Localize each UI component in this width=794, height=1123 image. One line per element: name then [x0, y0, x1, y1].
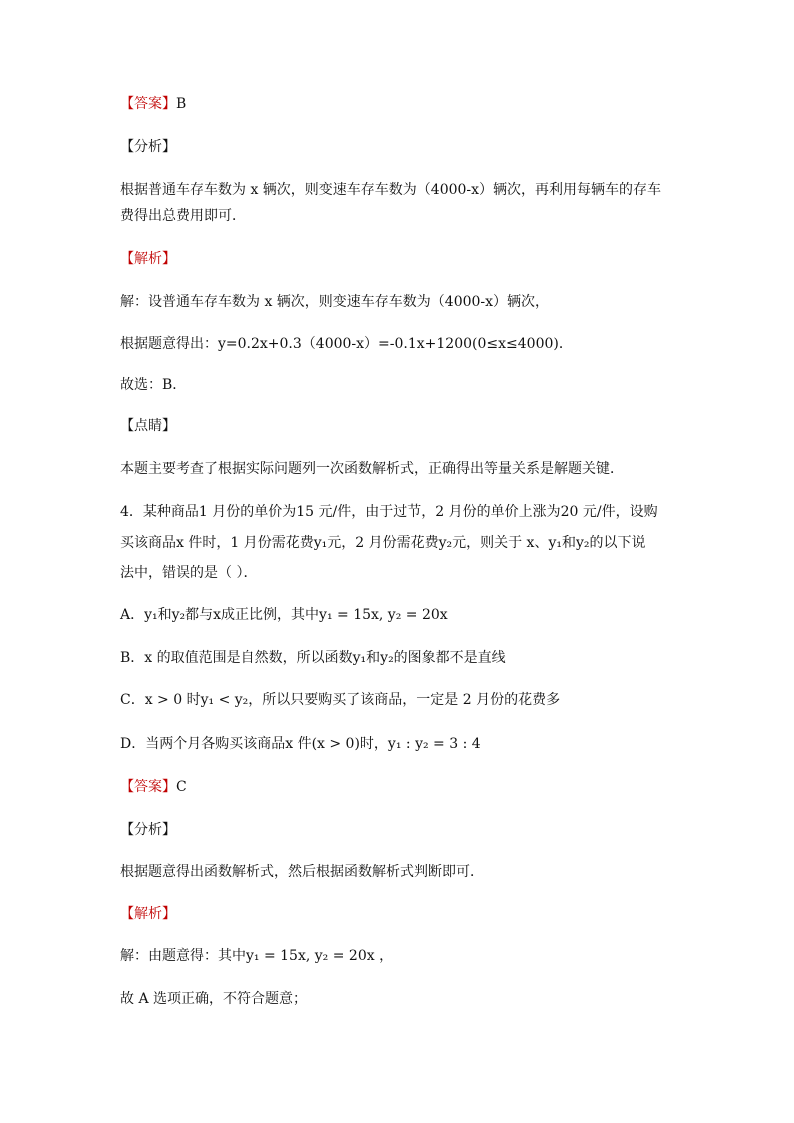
answer-value: C: [176, 779, 187, 795]
answer-value: B: [176, 96, 187, 112]
q4-solution-line-1: 解：由题意得：其中y₁ = 15x, y₂ = 20x ，: [120, 948, 394, 964]
q3-answer-row: [120, 94, 680, 114]
answer-tag: 【答案】: [120, 96, 176, 112]
q3-solution-tag: 【解析】: [120, 251, 176, 267]
q3-solution-line-3: 故选：B．: [120, 377, 187, 393]
q4-stem-line-3: 法中，错误的是（ ）．: [120, 565, 258, 581]
q3-solution-line-2: 根据题意得出：y=0.2x+0.3（4000-x）=-0.1x+1200(0≤x≤4000)．: [120, 336, 573, 352]
q4-option-a: A．y₁和y₂都与x成正比例，其中y₁ = 15x, y₂ = 20x: [120, 607, 448, 623]
q4-option-b: B．x 的取值范围是自然数，所以函数y₁和y₂的图象都不是直线: [120, 650, 506, 666]
q4-option-d: D．当两个月各购买该商品x 件(x > 0)时，y₁ : y₂ = 3 : 4: [120, 736, 481, 752]
q3-analysis-tag: 【分析】: [120, 139, 176, 155]
q4-answer-row: [120, 777, 680, 797]
q3-comment-tag: 【点睛】: [120, 418, 176, 434]
q3-comment-line-1: 本题主要考查了根据实际问题列一次函数解析式，正确得出等量关系是解题关键．: [120, 461, 624, 477]
answer-tag: 【答案】: [120, 779, 176, 795]
q3-analysis-line-2: 费得出总费用即可．: [120, 208, 246, 224]
q4-option-c: C．x > 0 时y₁ < y₂，所以只要购买了该商品，一定是 2 月份的花费多: [120, 692, 561, 708]
q4-solution-line-2: 故 A 选项正确，不符合题意；: [120, 991, 308, 1007]
q4-stem-line-1: 4．某种商品1 月份的单价为15 元/件，由于过节，2 月份的单价上涨为20 元/件，设购: [120, 504, 658, 520]
q4-analysis-line-1: 根据题意得出函数解析式，然后根据函数解析式判断即可．: [120, 864, 484, 880]
q3-solution-line-1: 解：设普通车存车数为 x 辆次，则变速车存车数为（4000-x）辆次，: [120, 294, 550, 310]
q4-stem-line-2: 买该商品x 件时，1 月份需花费y₁元，2 月份需花费y₂元，则关于 x、y₁和y₂的以下说: [120, 535, 646, 551]
q3-analysis-line-1: 根据普通车存车数为 x 辆次，则变速车存车数为（4000-x）辆次，再利用每辆车的存车: [120, 182, 662, 198]
q4-analysis-tag: 【分析】: [120, 822, 176, 838]
q4-solution-tag: 【解析】: [120, 906, 176, 922]
